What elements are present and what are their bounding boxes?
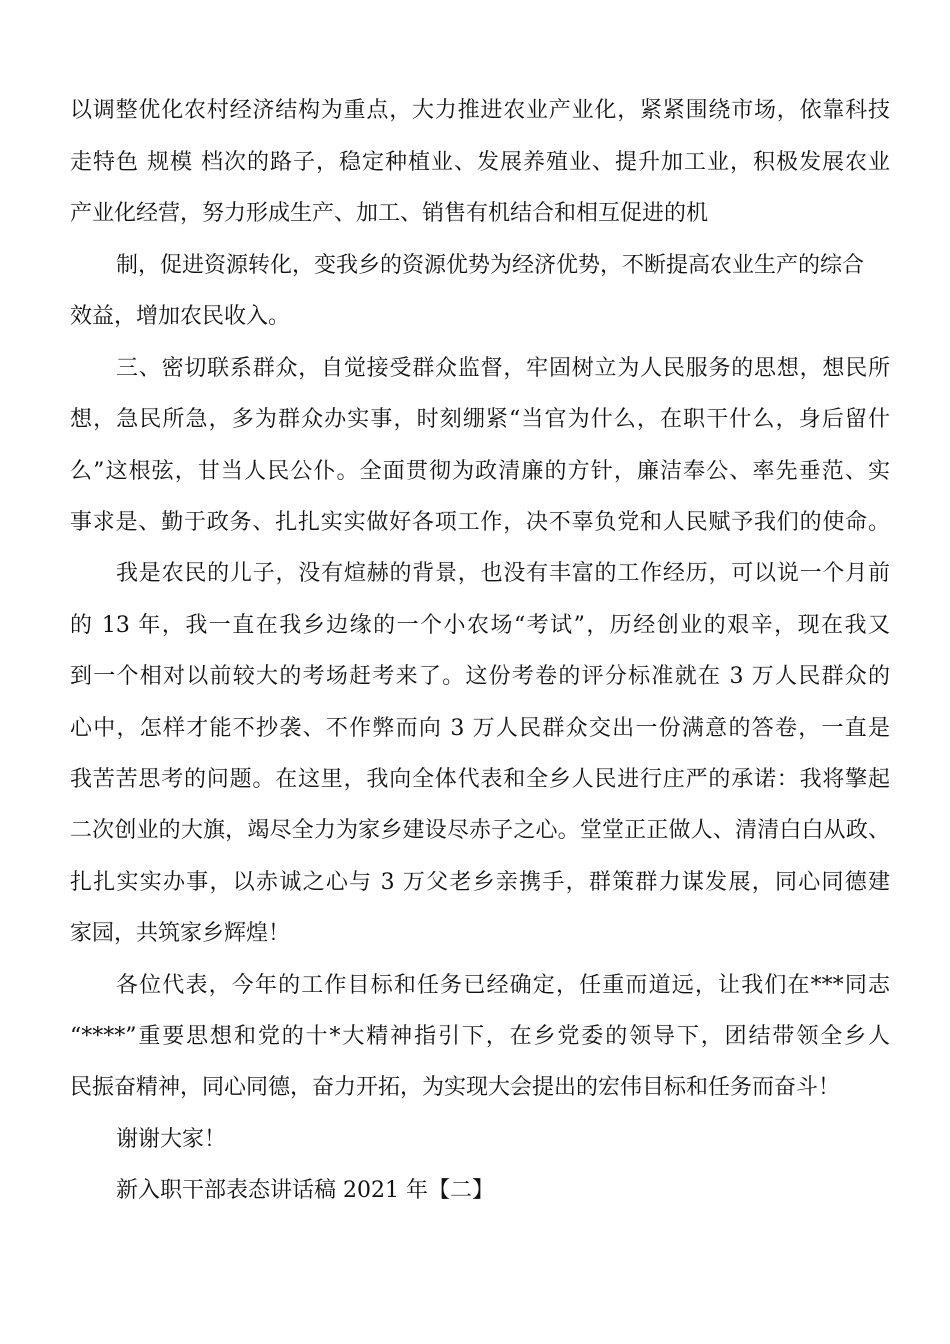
text-line: 效益，增加农民收入。	[70, 304, 291, 329]
text-line: 以调整优化农村经济结构为重点，大力推进农业产业化，紧紧围绕市场，依靠科技	[70, 98, 890, 123]
text-line: 二次创业的大旗，竭尽全力为家乡建设尽赤子之心。堂堂正正做人、清清白白从政、	[70, 818, 890, 843]
text-line: 扎扎实实办事，以赤诚之心与 3 万父老乡亲携手，群策群力谋发展，同心同德建	[70, 870, 890, 895]
text-line: 走特色 规模 档次的路子，稳定种植业、发展养殖业、提升加工业，积极发展农业	[70, 150, 890, 175]
text-line: 三、密切联系群众，自觉接受群众监督，牢固树立为人民服务的思想，想民所	[116, 356, 890, 381]
text-line: 各位代表，今年的工作目标和任务已经确定，任重而道远，让我们在***同志	[116, 973, 890, 998]
text-line: 想，急民所急，多为群众办实事，时刻绷紧“当官为什么，在职干什么，身后留什	[70, 407, 890, 432]
text-line: 事求是、勤于政务、扎扎实实做好各项工作，决不辜负党和人民赋予我们的使命。	[70, 510, 890, 535]
text-line: 么”这根弦，甘当人民公仆。全面贯彻为政清廉的方针，廉洁奉公、率先垂范、实	[70, 459, 890, 484]
text-line: 我苦苦思考的问题。在这里，我向全体代表和全乡人民进行庄严的承诺：我将擎起	[70, 767, 890, 792]
text-line: 谢谢大家！	[116, 1127, 227, 1152]
text-line: 民振奋精神，同心同德，奋力开拓，为实现大会提出的宏伟目标和任务而奋斗！	[70, 1075, 841, 1100]
text-line: 制，促进资源转化，变我乡的资源优势为经济优势，不断提高农业生产的综合	[116, 253, 865, 278]
text-line: “****”重要思想和党的十*大精神指引下，在乡党委的领导下，团结带领全乡人	[70, 1024, 890, 1049]
text-line: 的 13 年，我一直在我乡边缘的一个小农场“考试”，历经创业的艰辛，现在我又	[70, 613, 890, 638]
section-heading: 新入职干部表态讲话稿 2021 年【二】	[116, 1178, 494, 1203]
text-line: 家园，共筑家乡辉煌！	[70, 921, 291, 946]
text-line: 我是农民的儿子，没有煊赫的背景，也没有丰富的工作经历，可以说一个月前	[116, 561, 890, 586]
text-line: 产业化经营，努力形成生产、加工、销售有机结合和相互促进的机	[70, 201, 709, 226]
text-line: 到一个相对以前较大的考场赶考来了。这份考卷的评分标准就在 3 万人民群众的	[70, 664, 890, 689]
text-line: 心中，怎样才能不抄袭、不作弊而向 3 万人民群众交出一份满意的答卷，一直是	[70, 716, 890, 741]
